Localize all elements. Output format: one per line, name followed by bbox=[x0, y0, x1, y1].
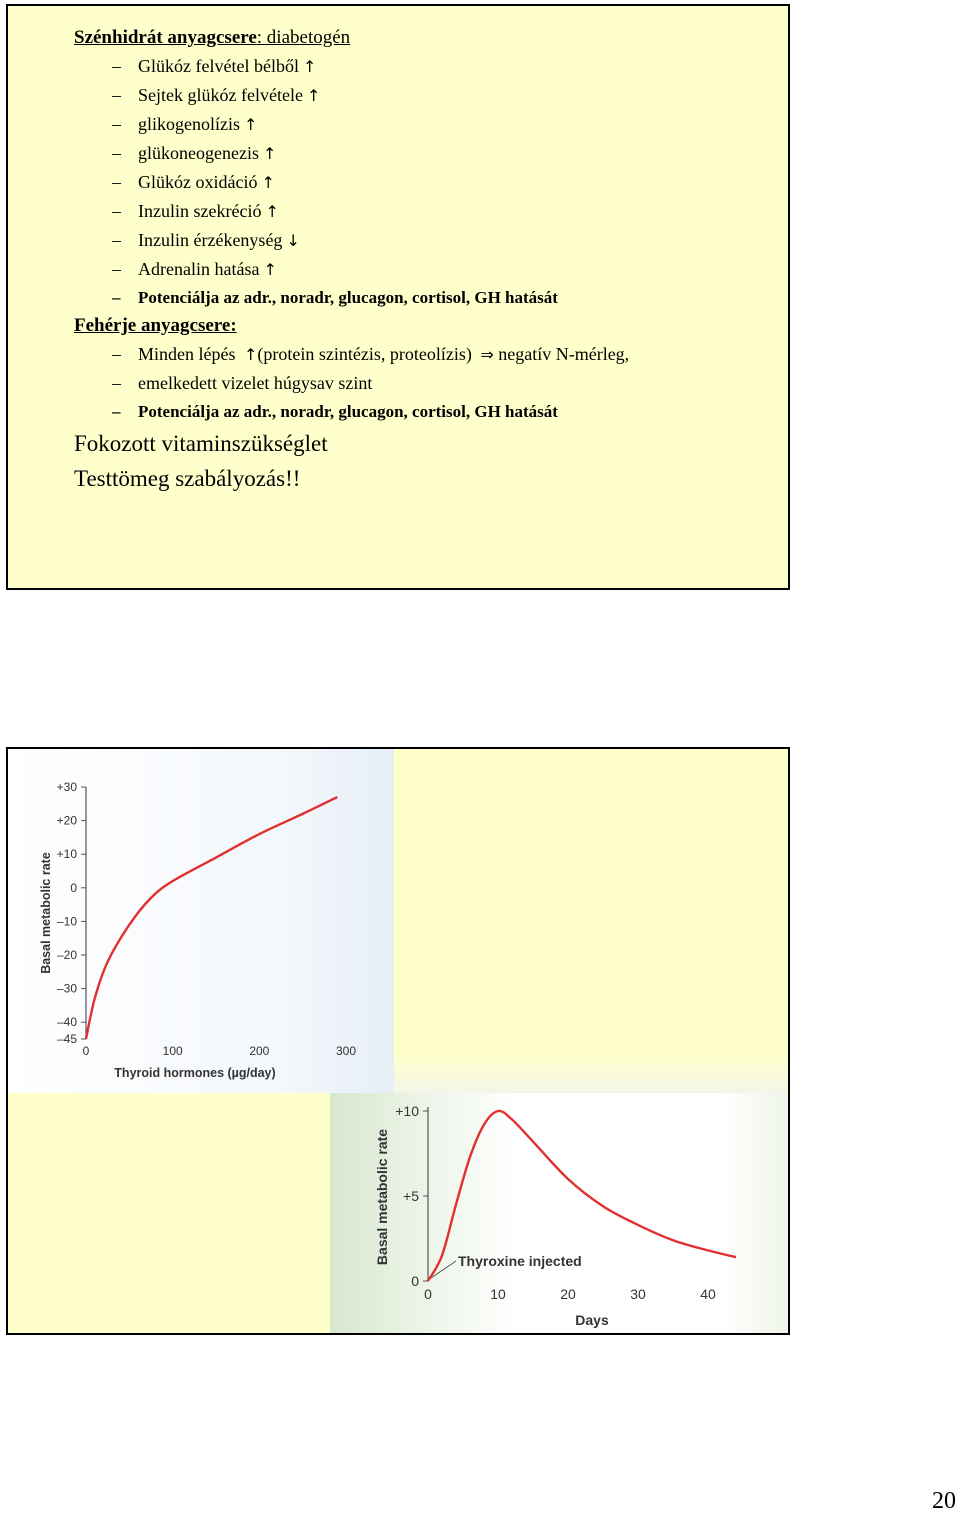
protein-title: Fehérje anyagcsere: bbox=[74, 315, 237, 336]
x-tick-label: 40 bbox=[700, 1286, 716, 1302]
page-number: 20 bbox=[932, 1488, 956, 1514]
x-tick-label: 200 bbox=[249, 1044, 270, 1058]
implies-arrow-icon: ⇒ bbox=[480, 345, 494, 364]
dash: – bbox=[112, 402, 121, 421]
up-arrow-icon: ↑ bbox=[302, 57, 317, 76]
carb-item-text: Adrenalin hatása bbox=[138, 259, 260, 279]
dash: – bbox=[112, 344, 121, 364]
annotation-label: Thyroxine injected bbox=[458, 1253, 582, 1269]
x-tick-label: 300 bbox=[335, 1044, 357, 1058]
x-tick-label: 0 bbox=[424, 1286, 432, 1302]
carb-item bbox=[74, 168, 774, 197]
carb-list bbox=[74, 52, 774, 284]
dash: – bbox=[112, 288, 121, 307]
carb-heading bbox=[74, 24, 774, 52]
y-tick-label: 0 bbox=[411, 1273, 419, 1289]
carb-item bbox=[74, 110, 774, 139]
carb-item bbox=[74, 255, 774, 284]
y-tick-label: +20 bbox=[56, 813, 77, 828]
bmr-vs-thyroid-chart bbox=[8, 749, 394, 1093]
y-tick-label: –30 bbox=[56, 981, 77, 996]
dash: – bbox=[112, 230, 121, 250]
protein-potentiates bbox=[74, 398, 774, 426]
up-arrow-icon: ↑ bbox=[261, 173, 275, 192]
dash: – bbox=[112, 172, 121, 192]
carb-title: Szénhidrát anyagcsere bbox=[74, 27, 257, 48]
y-tick-label: –40 bbox=[56, 1015, 77, 1030]
dash: – bbox=[112, 85, 121, 105]
dash: – bbox=[112, 259, 121, 279]
carb-item-text: glikogenolízis bbox=[138, 114, 240, 134]
down-arrow-icon: ↓ bbox=[286, 231, 300, 250]
x-axis-label: Days bbox=[575, 1312, 609, 1328]
protein-line1-a: Minden lépés bbox=[138, 344, 236, 364]
dash: – bbox=[112, 143, 121, 163]
protein-line2-text: emelkedett vizelet húgysav szint bbox=[138, 373, 373, 393]
protein-line-2 bbox=[74, 369, 774, 398]
panel-shade bbox=[394, 1055, 790, 1093]
y-tick-label: +10 bbox=[395, 1103, 419, 1119]
carb-item bbox=[74, 139, 774, 168]
protein-line-1 bbox=[74, 340, 774, 369]
carb-item bbox=[74, 81, 774, 110]
bmr-vs-days-chart bbox=[330, 1093, 790, 1335]
text-slide bbox=[6, 4, 790, 590]
carb-item-text: Sejtek glükóz felvétele bbox=[138, 85, 303, 105]
y-tick-label: 0 bbox=[70, 880, 77, 895]
carb-potentiates-text: Potenciálja az adr., noradr, glucagon, cortisol, GH hatását bbox=[138, 288, 558, 307]
slide-content bbox=[74, 24, 774, 496]
weight-line: Testtömeg szabályozás!! bbox=[74, 466, 301, 491]
up-arrow-icon: ↑ bbox=[262, 144, 277, 163]
x-tick-label: 0 bbox=[82, 1044, 90, 1058]
up-arrow-icon: ↑ bbox=[263, 260, 277, 279]
up-arrow-icon: ↑ bbox=[243, 345, 258, 364]
carb-item bbox=[74, 226, 774, 255]
x-tick-label: 100 bbox=[162, 1044, 183, 1058]
protein-line1-c: negatív N-mérleg, bbox=[498, 344, 630, 364]
carb-potentiates bbox=[74, 284, 774, 312]
carb-item-text: Inzulin érzékenység bbox=[138, 230, 283, 250]
chart-panel-2 bbox=[330, 1093, 790, 1335]
dash: – bbox=[112, 114, 121, 134]
up-arrow-icon: ↑ bbox=[244, 115, 258, 134]
y-tick-label: –20 bbox=[56, 948, 77, 962]
carb-item bbox=[74, 52, 774, 81]
dash: – bbox=[112, 56, 121, 76]
vitamin-line: Fokozott vitaminszükséglet bbox=[74, 431, 328, 456]
carb-item bbox=[74, 197, 774, 226]
dash: – bbox=[112, 201, 121, 221]
protein-heading bbox=[74, 312, 774, 340]
carb-item-text: Inzulin szekréció bbox=[138, 201, 262, 221]
protein-potentiates-text: Potenciálja az adr., noradr, glucagon, cortisol, GH hatását bbox=[138, 402, 558, 421]
x-tick-label: 20 bbox=[560, 1286, 576, 1302]
y-tick-label: +10 bbox=[56, 847, 77, 862]
y-tick-label: +30 bbox=[56, 780, 77, 794]
y-tick-label: –10 bbox=[56, 914, 77, 929]
chart-slide bbox=[6, 747, 790, 1335]
carb-title-suffix: : diabetogén bbox=[256, 27, 351, 48]
y-axis-label: Basal metabolic rate bbox=[374, 1128, 390, 1266]
carb-item-text: Glükóz oxidáció bbox=[138, 172, 258, 192]
x-tick-label: 10 bbox=[490, 1286, 506, 1302]
carb-item-text: Glükóz felvétel bélből bbox=[138, 56, 299, 76]
y-tick-label: –45 bbox=[56, 1032, 77, 1046]
up-arrow-icon: ↑ bbox=[306, 86, 321, 105]
x-tick-label: 30 bbox=[630, 1286, 646, 1302]
chart-panel-1 bbox=[8, 749, 394, 1093]
carb-item-text: glükoneogenezis bbox=[138, 143, 259, 163]
dash: – bbox=[112, 373, 121, 393]
series-line bbox=[86, 797, 337, 1039]
y-tick-label: +5 bbox=[403, 1188, 419, 1204]
x-axis-label: Thyroid hormones (µg/day) bbox=[114, 1066, 276, 1080]
protein-line1-b: (protein szintézis, proteolízis) bbox=[257, 344, 472, 364]
y-axis-label: Basal metabolic rate bbox=[39, 852, 53, 974]
up-arrow-icon: ↑ bbox=[265, 202, 279, 221]
